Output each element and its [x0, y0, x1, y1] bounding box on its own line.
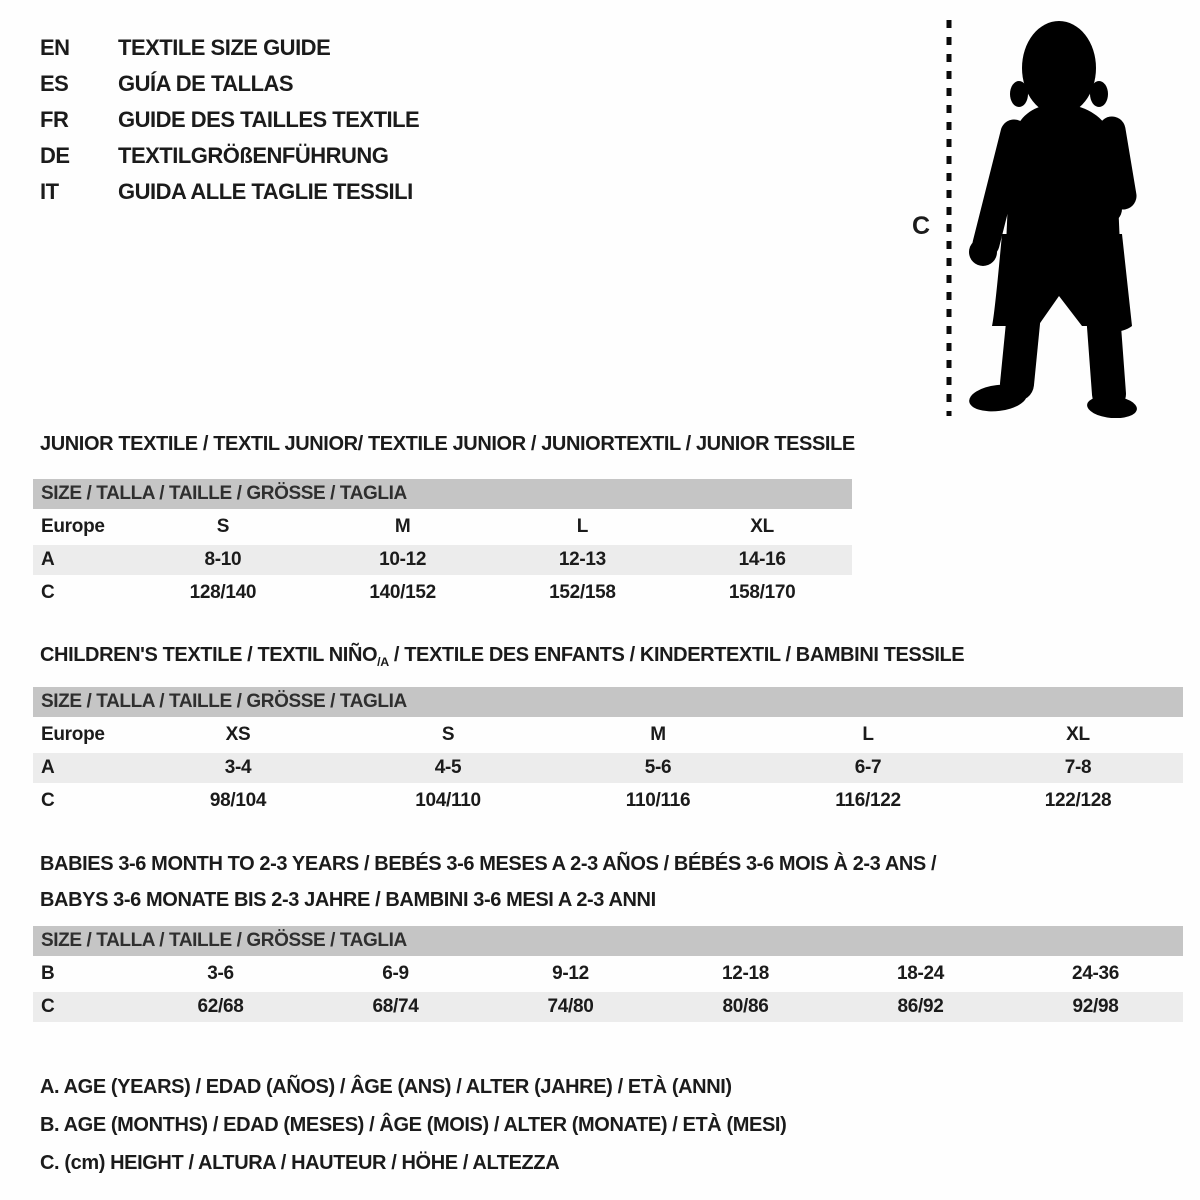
- junior-size-table: [33, 479, 852, 611]
- row-label: A: [41, 757, 55, 778]
- baby-silhouette-icon: [962, 18, 1147, 418]
- junior-section-heading: JUNIOR TEXTILE / TEXTIL JUNIOR/ TEXTILE JUNIOR / JUNIORTEXTIL / JUNIOR TESSILE: [40, 433, 855, 455]
- size-header-band: SIZE / TALLA / TAILLE / GRÖSSE / TAGLIA: [33, 479, 852, 509]
- table-row-height-cm: [33, 992, 1183, 1022]
- size-cell: L: [576, 516, 589, 537]
- language-list: [40, 30, 419, 210]
- guide-title: TEXTILGRÖßENFÜHRUNG: [118, 143, 389, 168]
- language-row-de: [40, 138, 419, 174]
- language-row-fr: [40, 102, 419, 138]
- size-cell: M: [394, 516, 411, 537]
- size-cell: 92/98: [1072, 996, 1119, 1017]
- language-row-en: [40, 30, 419, 66]
- children-section-heading: [40, 644, 964, 669]
- children-heading-sub: /A: [377, 655, 389, 669]
- table-row-age-years: [33, 545, 852, 575]
- size-cell: M: [650, 724, 666, 745]
- size-cell: 62/68: [197, 996, 244, 1017]
- language-row-es: [40, 66, 419, 102]
- size-cell: 80/86: [722, 996, 769, 1017]
- table-row-age-months: [33, 959, 1183, 989]
- children-heading-post: / TEXTILE DES ENFANTS / KINDERTEXTIL / BAMBINI TESSILE: [388, 644, 965, 666]
- size-cell: 18-24: [896, 963, 945, 984]
- size-cell: 140/152: [369, 582, 436, 603]
- size-cell: XL: [750, 516, 774, 537]
- legend: [40, 1068, 786, 1182]
- size-cell: 74/80: [547, 996, 594, 1017]
- size-cell: 98/104: [209, 790, 267, 811]
- babies-section-heading: [40, 846, 936, 918]
- legend-line-b: B. AGE (MONTHS) / EDAD (MESES) / ÂGE (MOIS) / ALTER (MONATE) / ETÀ (MESI): [40, 1114, 787, 1136]
- height-label-c: C: [912, 212, 931, 240]
- row-label: C: [41, 996, 55, 1017]
- children-size-table: [33, 687, 1183, 819]
- size-cell: 10-12: [379, 549, 427, 570]
- row-label: Europe: [41, 724, 105, 745]
- row-label: Europe: [41, 516, 105, 537]
- language-row-it: [40, 174, 419, 210]
- size-cell: 14-16: [738, 549, 786, 570]
- babies-heading-line1: BABIES 3-6 MONTH TO 2-3 YEARS / BEBÉS 3-6 MESES A 2-3 AÑOS / BÉBÉS 3-6 MOIS À 2-3 ANS /: [40, 853, 937, 875]
- babies-heading-line2: BABYS 3-6 MONATE BIS 2-3 JAHRE / BAMBINI 3-6 MESI A 2-3 ANNI: [40, 889, 656, 911]
- size-cell: 128/140: [189, 582, 257, 603]
- size-cell: 6-9: [382, 963, 409, 984]
- children-heading-pre: CHILDREN'S TEXTILE / TEXTIL NIÑO: [40, 644, 378, 666]
- row-label: A: [41, 549, 55, 570]
- babies-size-table: [33, 926, 1183, 1025]
- size-cell: 12-13: [558, 549, 606, 570]
- size-cell: 8-10: [204, 549, 242, 570]
- guide-title: GUÍA DE TALLAS: [118, 71, 294, 96]
- size-cell: 3-4: [224, 757, 252, 778]
- size-cell: 122/128: [1044, 790, 1112, 811]
- size-cell: 3-6: [207, 963, 234, 984]
- size-cell: 104/110: [415, 790, 481, 811]
- size-cell: 9-12: [552, 963, 589, 984]
- table-row-height-cm: [33, 786, 1183, 816]
- legend-line-a: A. AGE (YEARS) / EDAD (AÑOS) / ÂGE (ANS) / ALTER (JAHRE) / ETÀ (ANNI): [40, 1076, 732, 1098]
- size-cell: 24-36: [1071, 963, 1120, 984]
- legend-line-c: C. (cm) HEIGHT / ALTURA / HAUTEUR / HÖHE / ALTEZZA: [40, 1152, 560, 1174]
- guide-title: TEXTILE SIZE GUIDE: [118, 35, 331, 60]
- size-cell: XL: [1066, 724, 1090, 745]
- guide-title: GUIDE DES TAILLES TEXTILE: [118, 107, 420, 132]
- size-cell: 110/116: [625, 790, 691, 811]
- table-row-height-cm: [33, 578, 852, 608]
- size-cell: 4-5: [434, 757, 462, 778]
- table-row-age-years: [33, 753, 1183, 783]
- size-cell: 68/74: [372, 996, 419, 1017]
- table-row-europe: [33, 720, 1183, 750]
- table-row-europe: [33, 512, 852, 542]
- size-cell: L: [862, 724, 874, 745]
- language-code: ES: [40, 71, 69, 96]
- row-label: C: [41, 582, 55, 603]
- size-cell: 86/92: [897, 996, 944, 1017]
- language-code: DE: [40, 143, 70, 168]
- language-code: IT: [40, 179, 59, 204]
- size-cell: 7-8: [1064, 757, 1092, 778]
- size-cell: S: [441, 724, 455, 745]
- size-header-band: SIZE / TALLA / TAILLE / GRÖSSE / TAGLIA: [33, 687, 1183, 717]
- size-cell: 5-6: [644, 757, 672, 778]
- size-cell: 6-7: [854, 757, 882, 778]
- size-cell: S: [216, 516, 230, 537]
- language-code: FR: [40, 107, 69, 132]
- size-cell: XS: [225, 724, 251, 745]
- row-label: B: [41, 963, 55, 984]
- dashed-height-line: [946, 18, 952, 418]
- height-measure-figure: [900, 10, 1200, 425]
- size-header-band: SIZE / TALLA / TAILLE / GRÖSSE / TAGLIA: [33, 926, 1183, 956]
- language-code: EN: [40, 35, 70, 60]
- guide-title: GUIDA ALLE TAGLIE TESSILI: [118, 179, 413, 204]
- row-label: C: [41, 790, 55, 811]
- size-cell: 116/122: [835, 790, 901, 811]
- size-cell: 152/158: [549, 582, 616, 603]
- size-cell: 158/170: [728, 582, 796, 603]
- size-cell: 12-18: [721, 963, 770, 984]
